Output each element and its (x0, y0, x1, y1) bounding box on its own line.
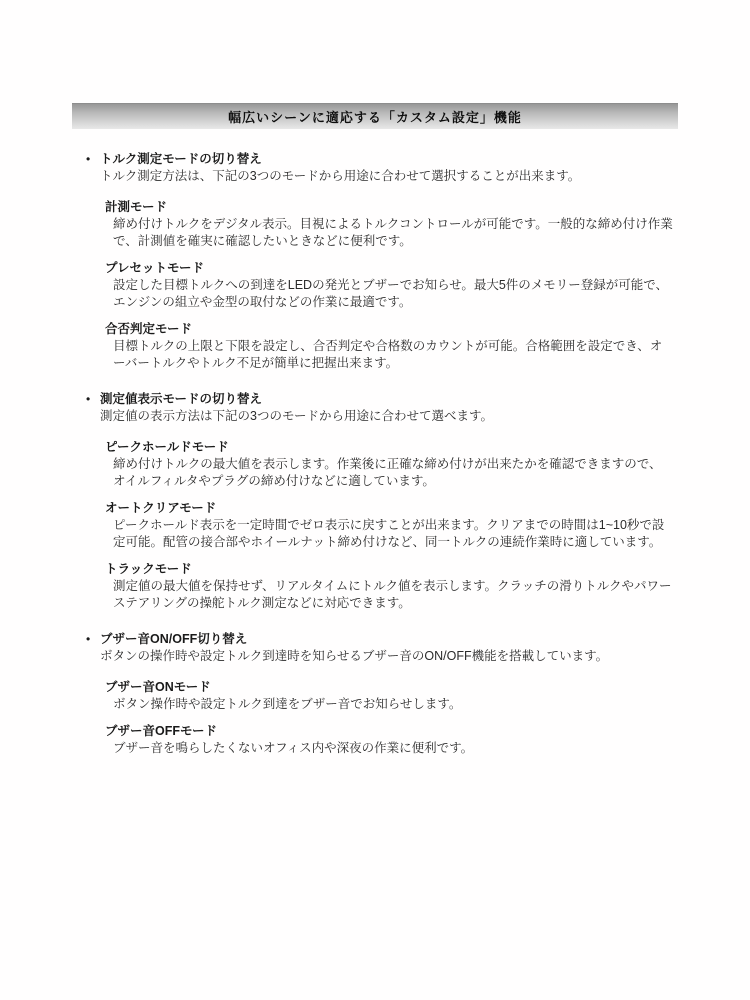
mode-list (105, 439, 682, 612)
mode-item (105, 500, 682, 551)
mode-description: 測定値の最大値を保持せず、リアルタイムにトルク値を表示します。クラッチの滑りトルクやパワーステアリングの操舵トルク測定などに対応できます。 (113, 579, 672, 610)
section-display-mode (86, 391, 682, 612)
mode-name: オートクリアモード (105, 501, 217, 515)
section-buzzer-mode (86, 631, 682, 757)
mode-name: ブザー音OFFモード (105, 724, 217, 738)
mode-description: ピークホールド表示を一定時間でゼロ表示に戻すことが出来ます。クリアまでの時間は1~10秒で設定可能。配管の接合部やホイールナット締め付けなど、同一トルクの連続作業時に適しています。 (113, 518, 665, 549)
section-heading: トルク測定モードの切り替え (100, 152, 262, 166)
mode-description: ボタン操作時や設定トルク到達をブザー音でお知らせします。 (113, 697, 462, 711)
section-heading: ブザー音ON/OFF切り替え (100, 632, 248, 646)
mode-description: ブザー音を鳴らしたくないオフィス内や深夜の作業に便利です。 (113, 741, 474, 755)
mode-description: 締め付けトルクをデジタル表示。目視によるトルクコントロールが可能です。一般的な締め付け作業で、計測値を確実に確認したいときなどに便利です。 (113, 217, 673, 248)
section-intro: 測定値の表示方法は下記の3つのモードから用途に合わせて選べます。 (100, 409, 493, 423)
bullet-icon: • (86, 392, 91, 406)
mode-item (105, 561, 682, 612)
section-head-text (100, 631, 682, 665)
mode-name: ピークホールドモード (105, 440, 229, 454)
mode-name: トラックモード (105, 562, 192, 576)
mode-item (105, 439, 682, 490)
mode-name: ブザー音ONモード (105, 680, 211, 694)
mode-description: 目標トルクの上限と下限を設定し、合否判定や合格数のカウントが可能。合格範囲を設定でき、オーバートルクやトルク不足が簡単に把握出来ます。 (113, 339, 663, 370)
mode-name: 合否判定モード (105, 322, 193, 336)
section-heading: 測定値表示モードの切り替え (100, 392, 263, 406)
page-title: 幅広いシーンに適応する「カスタム設定」機能 (228, 110, 522, 125)
mode-item (105, 260, 682, 311)
mode-item (105, 679, 682, 713)
bullet-icon: • (86, 632, 91, 646)
bullet-icon: • (86, 152, 91, 166)
section-torque-measure-mode (86, 151, 682, 372)
mode-description: 設定した目標トルクへの到達をLEDの発光とブザーでお知らせ。最大5件のメモリー登録が可能で、エンジンの組立や金型の取付などの作業に最適です。 (113, 278, 669, 309)
section-intro: ボタンの操作時や設定トルク到達時を知らせるブザー音のON/OFF機能を搭載しています。 (100, 649, 609, 663)
mode-list (105, 679, 682, 757)
header-bar (72, 103, 678, 129)
mode-name: プレセットモード (105, 261, 205, 275)
section-head-text (100, 391, 682, 425)
section-head-text (100, 151, 682, 185)
document-content (86, 151, 682, 776)
mode-name: 計測モード (105, 200, 168, 214)
mode-description: 締め付けトルクの最大値を表示します。作業後に正確な締め付けが出来たかを確認できますので、オイルフィルタやプラグの締め付けなどに適しています。 (113, 457, 662, 488)
section-heading-row (86, 631, 682, 665)
mode-list (105, 199, 682, 372)
mode-item (105, 723, 682, 757)
section-intro: トルク測定方法は、下記の3つのモードから用途に合わせて選択することが出来ます。 (100, 169, 581, 183)
mode-item (105, 199, 682, 250)
section-heading-row (86, 391, 682, 425)
section-heading-row (86, 151, 682, 185)
mode-item (105, 321, 682, 372)
